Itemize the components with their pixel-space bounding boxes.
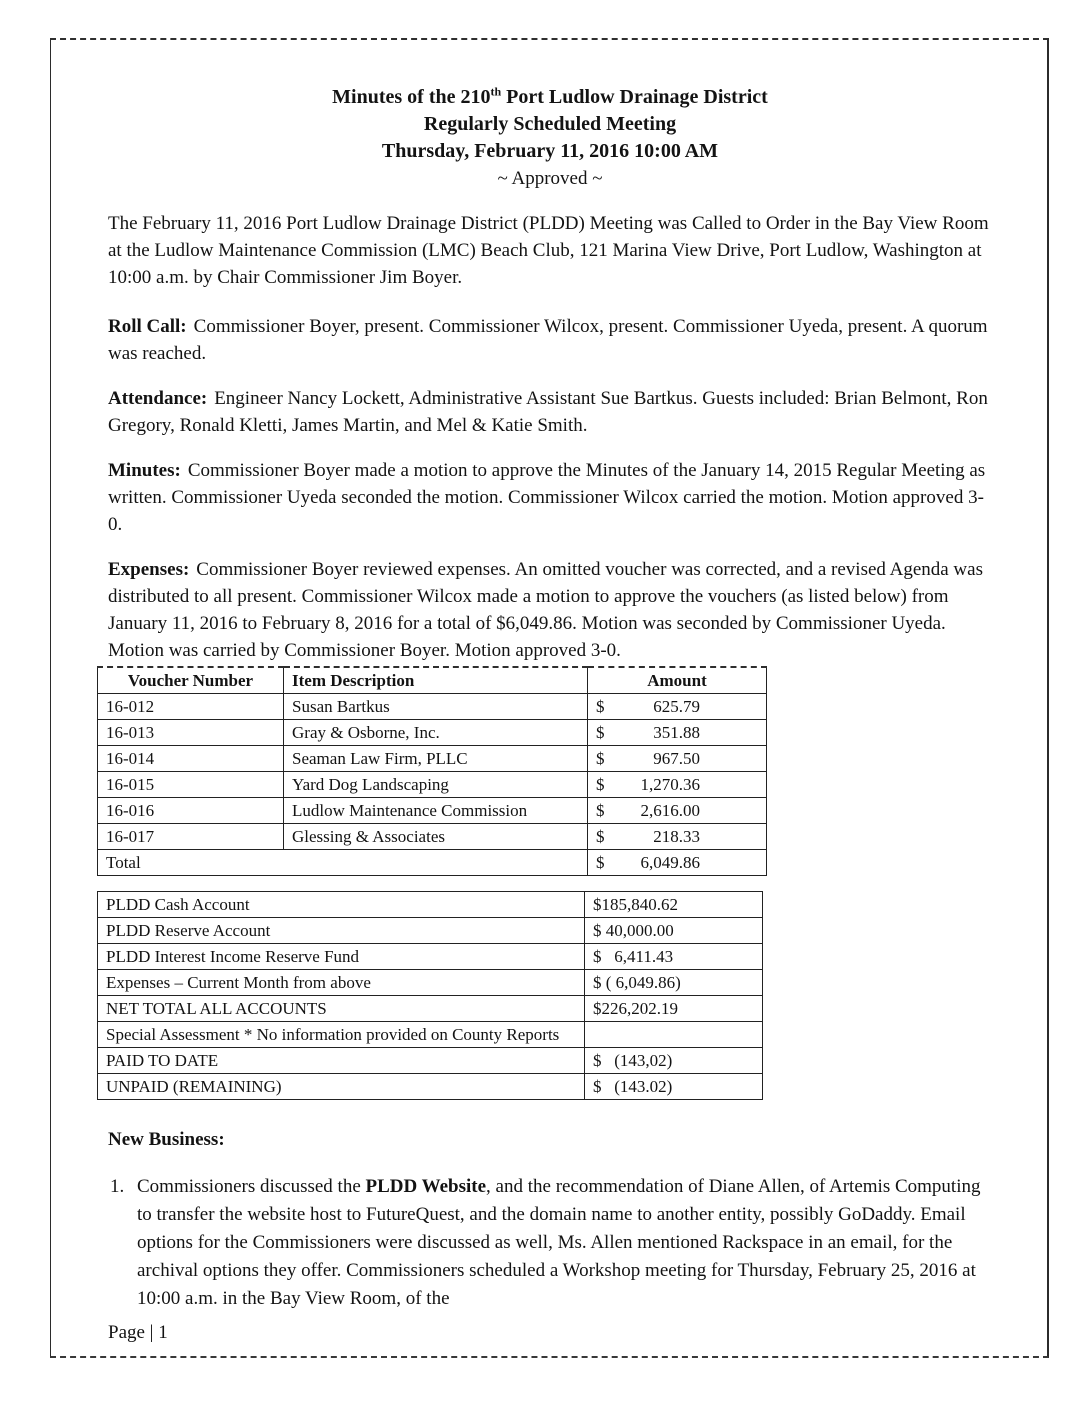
- account-label: NET TOTAL ALL ACCOUNTS: [98, 996, 585, 1022]
- currency-sign: $: [596, 748, 605, 768]
- currency-sign: $: [596, 722, 605, 742]
- title-line-3: Thursday, February 11, 2016 10:00 AM: [381, 140, 719, 162]
- account-amount: $ (143.02): [585, 1074, 763, 1100]
- title-line-1: [108, 84, 992, 111]
- account-amount: $ 6,411.43: [585, 944, 763, 970]
- list-item-bold-text: PLDD Website: [365, 1176, 487, 1197]
- voucher-number: 16-017: [98, 824, 284, 850]
- voucher-row: [98, 798, 767, 824]
- new-business-item-1: [108, 1173, 992, 1313]
- account-row: [98, 970, 763, 996]
- currency-sign: $: [596, 852, 605, 872]
- voucher-row: [98, 746, 767, 772]
- voucher-number: 16-014: [98, 746, 284, 772]
- account-amount: $ (143,02): [585, 1048, 763, 1074]
- account-amount: $226,202.19: [585, 996, 763, 1022]
- voucher-description: Glessing & Associates: [284, 824, 588, 850]
- attendance-text: Engineer Nancy Lockett, Administrative Assistant Sue Bartkus. Guests included: Brian Belmont, Ron Gregory, Ronald Kletti, James Martin, and Mel & Katie Smith.: [108, 388, 988, 436]
- account-amount: $ ( 6,049.86): [585, 970, 763, 996]
- account-row: [98, 1074, 763, 1100]
- section-expenses: [108, 556, 992, 664]
- voucher-description: Ludlow Maintenance Commission: [284, 798, 588, 824]
- voucher-amount: $ 218.33: [588, 824, 767, 850]
- voucher-row: [98, 772, 767, 798]
- voucher-description: Seaman Law Firm, PLLC: [284, 746, 588, 772]
- voucher-row: [98, 824, 767, 850]
- page-number-label: Page | 1: [108, 1322, 168, 1343]
- voucher-description: Susan Bartkus: [284, 694, 588, 720]
- list-item-number: 1.: [110, 1176, 125, 1197]
- account-row: [98, 1048, 763, 1074]
- account-amount: [585, 1022, 763, 1048]
- currency-sign: $: [596, 826, 605, 846]
- expenses-label: Expenses:: [108, 559, 190, 580]
- account-label: Special Assessment * No information provided on County Reports: [98, 1022, 585, 1048]
- voucher-amount: $ 625.79: [588, 694, 767, 720]
- account-row: [98, 1022, 763, 1048]
- voucher-amount: $ 2,616.00: [588, 798, 767, 824]
- account-amount: $ 40,000.00: [585, 918, 763, 944]
- account-label: PLDD Reserve Account: [98, 918, 585, 944]
- account-row: [98, 944, 763, 970]
- voucher-amount: $ 351.88: [588, 720, 767, 746]
- voucher-row: [98, 720, 767, 746]
- section-minutes: [108, 457, 992, 538]
- currency-sign: $: [596, 774, 605, 794]
- voucher-number: 16-016: [98, 798, 284, 824]
- currency-sign: $: [596, 696, 605, 716]
- voucher-total-amount: $ 6,049.86: [588, 850, 767, 876]
- expenses-text: Commissioner Boyer reviewed expenses. An omitted voucher was corrected, and a revised Agenda was distributed to all present. Commissioner Wilcox made a motion to approve the vouchers (as listed below) from January 11, 2016 to February 8, 2016 for a total of $6,049.86. Motion was seconded by Commissioner Uyeda. Motion was carried by Commissioner Boyer. Motion approved 3-0.: [108, 559, 983, 661]
- roll-call-label: Roll Call:: [108, 316, 187, 337]
- voucher-number: 16-012: [98, 694, 284, 720]
- account-row: [98, 918, 763, 944]
- title-ordinal-superscript: th: [490, 84, 502, 99]
- title-line-2: Regularly Scheduled Meeting: [423, 113, 677, 135]
- account-label: PAID TO DATE: [98, 1048, 585, 1074]
- account-amount: $185,840.62: [585, 892, 763, 918]
- minutes-text: Commissioner Boyer made a motion to approve the Minutes of the January 14, 2015 Regular Meeting as written. Commissioner Uyeda seconded the motion. Commissioner Wilcox carried the motion. Motion approved 3-0.: [108, 460, 986, 535]
- account-row: [98, 892, 763, 918]
- document-title: [108, 84, 992, 192]
- account-row: [98, 996, 763, 1022]
- document-page: [108, 84, 992, 1346]
- voucher-number: 16-015: [98, 772, 284, 798]
- voucher-number-header: Voucher Number: [98, 667, 284, 694]
- voucher-table-header-row: [98, 667, 767, 694]
- account-label: UNPAID (REMAINING): [98, 1074, 585, 1100]
- title-line1-prefix: Minutes of the 210: [332, 86, 491, 108]
- account-label: PLDD Interest Income Reserve Fund: [98, 944, 585, 970]
- new-business-heading: New Business:: [108, 1129, 225, 1150]
- accounts-table: [97, 891, 763, 1100]
- amount-header: Amount: [588, 667, 767, 694]
- section-roll-call: [108, 313, 992, 367]
- voucher-total-label: Total: [98, 850, 588, 876]
- section-attendance: [108, 385, 992, 439]
- account-label: PLDD Cash Account: [98, 892, 585, 918]
- item-description-header: Item Description: [284, 667, 588, 694]
- approved-stamp-line: ~ Approved ~: [497, 168, 603, 189]
- voucher-description: Yard Dog Landscaping: [284, 772, 588, 798]
- opening-paragraph: The February 11, 2016 Port Ludlow Drainage District (PLDD) Meeting was Called to Order in the Bay View Room at the Ludlow Maintenance Commission (LMC) Beach Club, 121 Marina View Drive, Port Ludlow, Washington at 10:00 a.m. by Chair Commissioner Jim Boyer.: [108, 213, 989, 288]
- voucher-total-row: [98, 850, 767, 876]
- list-item-text-before: Commissioners discussed the: [137, 1176, 366, 1197]
- list-item-text-after: , and the recommendation of Diane Allen, of Artemis Computing to transfer the website host to FutureQuest, and the domain name to another entity, possibly GoDaddy. Email options for the Commissioners were discussed as well, Ms. Allen mentioned Rackspace in an email, for the archival options they offer. Commissioners scheduled a Workshop meeting for Thursday, February 25, 2016 at 10:00 a.m. in the Bay View Room, of the: [137, 1176, 981, 1309]
- account-label: Expenses – Current Month from above: [98, 970, 585, 996]
- voucher-row: [98, 694, 767, 720]
- voucher-table: [97, 666, 767, 876]
- currency-sign: $: [596, 800, 605, 820]
- roll-call-text: Commissioner Boyer, present. Commissioner Wilcox, present. Commissioner Uyeda, present. A quorum was reached.: [108, 316, 988, 364]
- attendance-label: Attendance:: [108, 388, 208, 409]
- voucher-amount: $ 967.50: [588, 746, 767, 772]
- voucher-amount: $ 1,270.36: [588, 772, 767, 798]
- voucher-number: 16-013: [98, 720, 284, 746]
- voucher-description: Gray & Osborne, Inc.: [284, 720, 588, 746]
- title-line1-suffix: Port Ludlow Drainage District: [501, 86, 768, 108]
- minutes-label: Minutes:: [108, 460, 181, 481]
